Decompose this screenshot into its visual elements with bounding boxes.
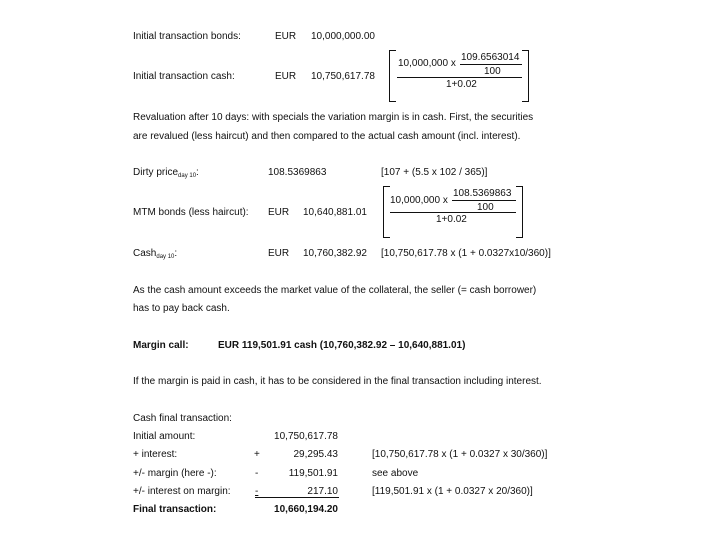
mtm-bonds-label: MTM bonds (less haircut): — [133, 207, 249, 218]
cash-day10-label: Cash$_{day 10}$: — [133, 248, 178, 260]
sum-underline — [255, 497, 339, 498]
formula-nominal: 10,000,000 x — [398, 58, 456, 69]
initial-bonds-value: 10,000,000.00 — [311, 31, 375, 42]
initial-bonds-currency: EUR — [275, 31, 297, 42]
formula-nominal: 10,000,000 x — [390, 195, 448, 206]
table-row-sign: + — [254, 449, 260, 460]
table-row-label: +/- margin (here -): — [133, 468, 217, 479]
table-row-note: see above — [372, 468, 419, 479]
table-row-label: Initial amount: — [133, 431, 196, 442]
dirty-price-value: 108.5369863 — [268, 167, 327, 178]
exceed-text-line2: has to pay back cash. — [133, 303, 230, 314]
mtm-bonds-currency: EUR — [268, 207, 290, 218]
final-transaction-title: Cash final transaction: — [133, 413, 232, 424]
exceed-text-line1: As the cash amount exceeds the market value of the collateral, the seller (= cash borrower) — [133, 285, 537, 296]
formula-outer-fraction-line — [390, 212, 516, 213]
table-row-value: 10,750,617.78 — [274, 431, 338, 442]
initial-cash-label: Initial transaction cash: — [133, 71, 235, 82]
revaluation-text-line2: are revalued (less haircut) and then compared to the actual cash amount (incl. interest). — [133, 131, 521, 142]
initial-cash-value: 10,750,617.78 — [311, 71, 375, 82]
revaluation-text-line1: Revaluation after 10 days: with specials the variation margin is in cash. First, the securities — [133, 112, 534, 123]
mtm-bonds-value: 10,640,881.01 — [303, 207, 367, 218]
table-row-value: 119,501.91 — [288, 468, 338, 479]
initial-bonds-label: Initial transaction bonds: — [133, 31, 241, 42]
table-row-value: 10,660,194.20 — [274, 504, 338, 515]
table-row-sign: - — [255, 486, 259, 497]
formula-hundred: 100 — [484, 66, 501, 77]
table-row-label: + interest: — [133, 449, 178, 460]
formula-denominator: 1+0.02 — [436, 214, 467, 225]
table-row-label: +/- interest on margin: — [133, 486, 231, 497]
cash-day10-currency: EUR — [268, 248, 290, 259]
dirty-price-formula: [107 + (5.5 x 102 / 365)] — [381, 167, 488, 178]
formula-inner-fraction-line — [460, 64, 522, 65]
formula-denominator: 1+0.02 — [446, 79, 477, 90]
dirty-price-label: Dirty price$_{day 10}$: — [133, 167, 199, 179]
table-row-value: 217.10 — [307, 486, 338, 497]
margin-paid-text: If the margin is paid in cash, it has to be considered in the final transaction including interest. — [133, 376, 542, 387]
cash-day10-value: 10,760,382.92 — [303, 248, 367, 259]
table-row-note: [119,501.91 x (1 + 0.0327 x 20/360)] — [372, 486, 533, 497]
formula-outer-fraction-line — [397, 77, 522, 78]
initial-cash-currency: EUR — [275, 71, 297, 82]
table-row-value: 29,295.43 — [293, 449, 338, 460]
table-row-note: [10,750,617.78 x (1 + 0.0327 x 30/360)] — [372, 449, 548, 460]
table-row-sign: - — [255, 468, 259, 479]
margin-call-text: EUR 119,501.91 cash (10,760,382.92 – 10,640,881.01) — [218, 340, 466, 351]
cash-day10-formula: [10,750,617.78 x (1 + 0.0327x10/360)] — [381, 248, 551, 259]
formula-price: 109.6563014 — [461, 52, 520, 63]
formula-hundred: 100 — [477, 202, 494, 213]
formula-inner-fraction-line — [452, 200, 516, 201]
table-row-label: Final transaction: — [133, 504, 217, 515]
formula-price: 108.5369863 — [453, 188, 512, 199]
margin-call-label: Margin call: — [133, 340, 189, 351]
